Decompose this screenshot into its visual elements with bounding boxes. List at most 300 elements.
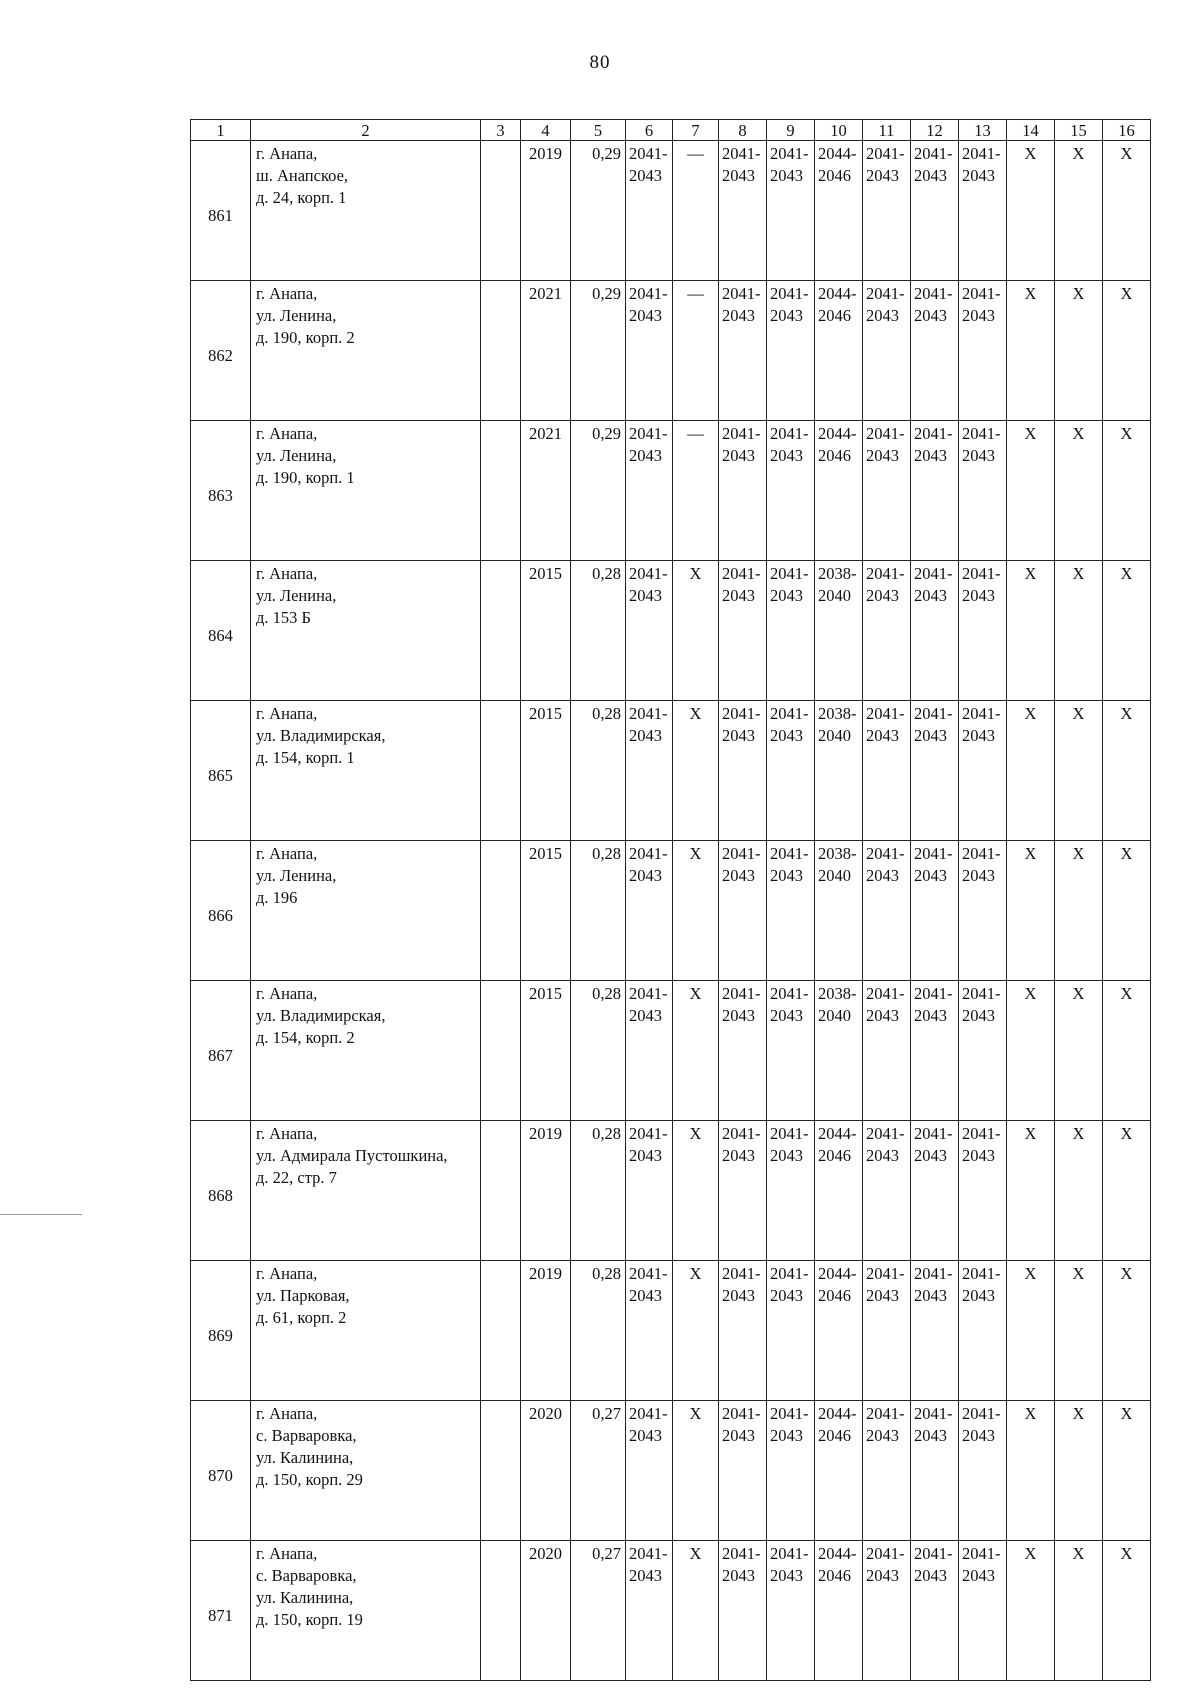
address-cell (251, 141, 481, 281)
period-line: 2041- (770, 984, 809, 1003)
address-line: с. Варваровка, (256, 1426, 357, 1445)
col-16-cell: X (1103, 1401, 1151, 1541)
address-line: ул. Ленина, (256, 306, 337, 325)
column-header-5: 5 (571, 120, 626, 141)
period-cell-c11 (863, 1541, 911, 1681)
col-15-cell: X (1055, 1401, 1103, 1541)
col-15-cell: X (1055, 981, 1103, 1121)
col-3-cell (481, 561, 521, 701)
period-line: 2043 (770, 866, 803, 885)
period-line: 2043 (770, 586, 803, 605)
period-line: 2046 (818, 306, 851, 325)
period-cell-c9 (767, 701, 815, 841)
period-line: 2043 (914, 1006, 947, 1025)
address-line: д. 154, корп. 1 (256, 748, 355, 767)
period-line: 2041- (722, 1264, 761, 1283)
address-line: с. Варваровка, (256, 1566, 357, 1585)
col-14-cell: X (1007, 1121, 1055, 1261)
period-cell-c11 (863, 1401, 911, 1541)
period-line: 2041- (866, 144, 905, 163)
period-line: 2040 (818, 726, 851, 745)
period-cell-c8 (719, 1261, 767, 1401)
period-line: 2043 (629, 1146, 662, 1165)
period-cell-c9 (767, 1121, 815, 1261)
address-line: д. 196 (256, 888, 298, 907)
period-cell-c12 (911, 421, 959, 561)
period-cell-c6 (626, 421, 673, 561)
column-header-8: 8 (719, 120, 767, 141)
period-line: 2041- (770, 144, 809, 163)
col-14-cell: X (1007, 701, 1055, 841)
address-line: г. Анапа, (256, 284, 318, 303)
period-line: 2041- (629, 424, 668, 443)
address-cell (251, 1261, 481, 1401)
value-cell: 0,27 (571, 1401, 626, 1541)
period-cell-c13 (959, 1541, 1007, 1681)
col-7-cell: — (673, 281, 719, 421)
period-cell-c8 (719, 141, 767, 281)
column-header-7: 7 (673, 120, 719, 141)
period-line: 2043 (962, 1566, 995, 1585)
period-cell-c12 (911, 981, 959, 1121)
address-line: д. 22, стр. 7 (256, 1168, 337, 1187)
col-3-cell (481, 1541, 521, 1681)
row-number: 866 (191, 841, 251, 981)
period-line: 2041- (962, 704, 1001, 723)
period-line: 2043 (722, 1566, 755, 1585)
address-cell (251, 561, 481, 701)
period-line: 2043 (629, 446, 662, 465)
period-cell-c9 (767, 841, 815, 981)
address-line: ул. Ленина, (256, 446, 337, 465)
col-7-cell: — (673, 421, 719, 561)
year-cell: 2021 (521, 281, 571, 421)
page-number: 80 (589, 52, 611, 73)
period-line: 2043 (722, 1286, 755, 1305)
col-14-cell: X (1007, 561, 1055, 701)
column-header-2: 2 (251, 120, 481, 141)
period-line: 2041- (770, 1404, 809, 1423)
period-line: 2041- (629, 1124, 668, 1143)
col-3-cell (481, 141, 521, 281)
period-line: 2046 (818, 1566, 851, 1585)
period-cell-c6 (626, 561, 673, 701)
period-line: 2041- (962, 564, 1001, 583)
period-line: 2044- (818, 1124, 857, 1143)
col-3-cell (481, 701, 521, 841)
period-line: 2041- (722, 1404, 761, 1423)
year-cell: 2015 (521, 841, 571, 981)
period-cell-c13 (959, 281, 1007, 421)
period-line: 2041- (722, 844, 761, 863)
table-row (191, 981, 1151, 1121)
period-line: 2041- (722, 144, 761, 163)
period-line: 2041- (866, 564, 905, 583)
address-line: г. Анапа, (256, 1404, 318, 1423)
header-row (191, 120, 1151, 141)
address-cell (251, 981, 481, 1121)
period-line: 2043 (629, 306, 662, 325)
period-cell-c9 (767, 1541, 815, 1681)
column-header-14: 14 (1007, 120, 1055, 141)
column-header-13: 13 (959, 120, 1007, 141)
period-line: 2038- (818, 984, 857, 1003)
period-line: 2041- (866, 984, 905, 1003)
address-line: г. Анапа, (256, 1544, 318, 1563)
year-cell: 2015 (521, 701, 571, 841)
table-row (191, 1261, 1151, 1401)
period-line: 2043 (866, 586, 899, 605)
period-cell-c10 (815, 841, 863, 981)
col-7-cell: X (673, 1401, 719, 1541)
period-line: 2041- (914, 284, 953, 303)
value-cell: 0,28 (571, 1261, 626, 1401)
col-7-cell: X (673, 1541, 719, 1681)
period-line: 2041- (770, 424, 809, 443)
period-line: 2043 (770, 726, 803, 745)
col-15-cell: X (1055, 1541, 1103, 1681)
period-cell-c13 (959, 1401, 1007, 1541)
column-header-3: 3 (481, 120, 521, 141)
period-cell-c12 (911, 1401, 959, 1541)
period-line: 2040 (818, 586, 851, 605)
col-14-cell: X (1007, 421, 1055, 561)
address-cell (251, 281, 481, 421)
col-14-cell: X (1007, 841, 1055, 981)
period-line: 2041- (914, 1124, 953, 1143)
table-row (191, 141, 1151, 281)
period-line: 2044- (818, 424, 857, 443)
col-7-cell: X (673, 841, 719, 981)
period-line: 2041- (866, 424, 905, 443)
period-line: 2043 (770, 1286, 803, 1305)
period-cell-c6 (626, 281, 673, 421)
value-cell: 0,29 (571, 141, 626, 281)
period-cell-c11 (863, 1261, 911, 1401)
period-line: 2043 (629, 1426, 662, 1445)
table-row (191, 1541, 1151, 1681)
col-15-cell: X (1055, 701, 1103, 841)
period-cell-c8 (719, 1121, 767, 1261)
period-line: 2043 (866, 446, 899, 465)
period-line: 2043 (629, 166, 662, 185)
period-line: 2041- (914, 844, 953, 863)
col-16-cell: X (1103, 421, 1151, 561)
col-16-cell: X (1103, 981, 1151, 1121)
period-line: 2041- (629, 844, 668, 863)
period-line: 2043 (629, 1566, 662, 1585)
col-7-cell: X (673, 981, 719, 1121)
period-line: 2043 (866, 1146, 899, 1165)
col-14-cell: X (1007, 1261, 1055, 1401)
period-cell-c9 (767, 561, 815, 701)
period-line: 2043 (962, 446, 995, 465)
period-line: 2043 (866, 306, 899, 325)
address-line: д. 150, корп. 19 (256, 1610, 363, 1629)
period-line: 2038- (818, 844, 857, 863)
period-cell-c11 (863, 841, 911, 981)
period-cell-c11 (863, 141, 911, 281)
address-line: д. 190, корп. 2 (256, 328, 355, 347)
table-row (191, 281, 1151, 421)
address-line: д. 24, корп. 1 (256, 188, 347, 207)
period-line: 2043 (914, 1426, 947, 1445)
period-line: 2043 (722, 306, 755, 325)
period-line: 2043 (914, 446, 947, 465)
period-cell-c6 (626, 701, 673, 841)
period-line: 2046 (818, 166, 851, 185)
period-line: 2043 (722, 1006, 755, 1025)
address-cell (251, 1401, 481, 1541)
col-16-cell: X (1103, 841, 1151, 981)
period-line: 2043 (722, 1146, 755, 1165)
year-cell: 2020 (521, 1541, 571, 1681)
period-line: 2041- (770, 844, 809, 863)
address-line: д. 150, корп. 29 (256, 1470, 363, 1489)
col-15-cell: X (1055, 561, 1103, 701)
table-row (191, 841, 1151, 981)
col-14-cell: X (1007, 1541, 1055, 1681)
address-line: ул. Владимирская, (256, 1006, 386, 1025)
period-cell-c9 (767, 981, 815, 1121)
period-line: 2040 (818, 1006, 851, 1025)
table-row (191, 701, 1151, 841)
period-cell-c8 (719, 561, 767, 701)
address-line: ул. Владимирская, (256, 726, 386, 745)
period-line: 2043 (770, 446, 803, 465)
address-line: ул. Ленина, (256, 866, 337, 885)
period-line: 2043 (866, 1286, 899, 1305)
col-3-cell (481, 421, 521, 561)
address-line: ш. Анапское, (256, 166, 349, 185)
row-number: 871 (191, 1541, 251, 1681)
col-16-cell: X (1103, 701, 1151, 841)
period-line: 2041- (722, 984, 761, 1003)
period-line: 2041- (722, 284, 761, 303)
column-header-12: 12 (911, 120, 959, 141)
period-line: 2043 (722, 166, 755, 185)
period-line: 2041- (866, 844, 905, 863)
period-cell-c6 (626, 981, 673, 1121)
column-header-11: 11 (863, 120, 911, 141)
col-3-cell (481, 1121, 521, 1261)
period-line: 2043 (914, 1286, 947, 1305)
table-row (191, 1121, 1151, 1261)
period-cell-c12 (911, 141, 959, 281)
value-cell: 0,27 (571, 1541, 626, 1681)
period-line: 2043 (914, 1146, 947, 1165)
period-line: 2041- (914, 144, 953, 163)
period-cell-c13 (959, 141, 1007, 281)
period-cell-c12 (911, 1541, 959, 1681)
address-line: г. Анапа, (256, 424, 318, 443)
column-header-15: 15 (1055, 120, 1103, 141)
col-3-cell (481, 1261, 521, 1401)
period-cell-c8 (719, 701, 767, 841)
value-cell: 0,29 (571, 421, 626, 561)
period-line: 2043 (962, 866, 995, 885)
period-cell-c11 (863, 421, 911, 561)
period-line: 2041- (722, 704, 761, 723)
address-cell (251, 421, 481, 561)
address-line: ул. Адмирала Пустошкина, (256, 1146, 448, 1165)
period-cell-c12 (911, 1261, 959, 1401)
address-cell (251, 1121, 481, 1261)
year-cell: 2019 (521, 141, 571, 281)
row-number: 862 (191, 281, 251, 421)
period-cell-c9 (767, 421, 815, 561)
period-line: 2041- (914, 424, 953, 443)
col-3-cell (481, 841, 521, 981)
period-cell-c8 (719, 421, 767, 561)
period-line: 2041- (722, 424, 761, 443)
period-line: 2041- (629, 704, 668, 723)
period-cell-c6 (626, 1261, 673, 1401)
address-cell (251, 841, 481, 981)
col-16-cell: X (1103, 561, 1151, 701)
year-cell: 2015 (521, 981, 571, 1121)
col-7-cell: X (673, 1121, 719, 1261)
period-line: 2041- (866, 284, 905, 303)
period-cell-c10 (815, 421, 863, 561)
period-line: 2040 (818, 866, 851, 885)
period-line: 2043 (722, 446, 755, 465)
col-14-cell: X (1007, 281, 1055, 421)
period-line: 2043 (722, 586, 755, 605)
col-7-cell: X (673, 701, 719, 841)
value-cell: 0,28 (571, 561, 626, 701)
period-cell-c13 (959, 841, 1007, 981)
period-cell-c11 (863, 981, 911, 1121)
period-line: 2041- (914, 564, 953, 583)
period-cell-c13 (959, 981, 1007, 1121)
period-line: 2041- (629, 1264, 668, 1283)
year-cell: 2020 (521, 1401, 571, 1541)
period-line: 2041- (722, 1124, 761, 1143)
period-cell-c8 (719, 841, 767, 981)
period-line: 2041- (914, 704, 953, 723)
period-line: 2043 (629, 586, 662, 605)
col-16-cell: X (1103, 1261, 1151, 1401)
period-cell-c13 (959, 1261, 1007, 1401)
row-number: 869 (191, 1261, 251, 1401)
period-cell-c13 (959, 701, 1007, 841)
period-cell-c8 (719, 281, 767, 421)
period-line: 2038- (818, 564, 857, 583)
col-14-cell: X (1007, 1401, 1055, 1541)
period-cell-c12 (911, 701, 959, 841)
period-line: 2043 (962, 306, 995, 325)
period-cell-c13 (959, 561, 1007, 701)
period-line: 2043 (722, 726, 755, 745)
value-cell: 0,28 (571, 981, 626, 1121)
period-line: 2043 (962, 1006, 995, 1025)
period-line: 2043 (914, 166, 947, 185)
period-cell-c13 (959, 421, 1007, 561)
period-line: 2041- (866, 1124, 905, 1143)
row-number: 865 (191, 701, 251, 841)
period-cell-c10 (815, 1121, 863, 1261)
period-line: 2043 (722, 1426, 755, 1445)
period-cell-c10 (815, 141, 863, 281)
address-line: д. 153 Б (256, 608, 311, 627)
period-line: 2041- (962, 844, 1001, 863)
year-cell: 2019 (521, 1121, 571, 1261)
period-line: 2041- (914, 1404, 953, 1423)
period-line: 2043 (866, 166, 899, 185)
period-line: 2043 (962, 726, 995, 745)
address-cell (251, 1541, 481, 1681)
period-cell-c9 (767, 1401, 815, 1541)
table-row (191, 1401, 1151, 1541)
period-cell-c6 (626, 1541, 673, 1681)
period-line: 2043 (962, 1146, 995, 1165)
period-line: 2044- (818, 1404, 857, 1423)
period-line: 2041- (962, 424, 1001, 443)
col-7-cell: — (673, 141, 719, 281)
period-line: 2044- (818, 284, 857, 303)
address-line: д. 61, корп. 2 (256, 1308, 347, 1327)
period-line: 2041- (722, 564, 761, 583)
period-cell-c12 (911, 841, 959, 981)
address-line: ул. Ленина, (256, 586, 337, 605)
period-cell-c11 (863, 1121, 911, 1261)
period-line: 2041- (866, 704, 905, 723)
address-line: г. Анапа, (256, 144, 318, 163)
table-row (191, 421, 1151, 561)
period-line: 2043 (914, 866, 947, 885)
address-line: ул. Калинина, (256, 1448, 354, 1467)
period-line: 2043 (629, 1006, 662, 1025)
period-line: 2043 (770, 306, 803, 325)
period-cell-c9 (767, 1261, 815, 1401)
period-line: 2041- (629, 1544, 668, 1563)
period-cell-c10 (815, 281, 863, 421)
period-line: 2038- (818, 704, 857, 723)
period-line: 2041- (962, 1404, 1001, 1423)
period-line: 2041- (629, 564, 668, 583)
period-line: 2044- (818, 1264, 857, 1283)
value-cell: 0,29 (571, 281, 626, 421)
row-number: 870 (191, 1401, 251, 1541)
period-cell-c8 (719, 1541, 767, 1681)
col-15-cell: X (1055, 1261, 1103, 1401)
period-line: 2043 (866, 866, 899, 885)
period-line: 2041- (914, 1264, 953, 1283)
period-line: 2041- (962, 1124, 1001, 1143)
col-7-cell: X (673, 561, 719, 701)
column-header-16: 16 (1103, 120, 1151, 141)
period-line: 2043 (866, 1006, 899, 1025)
col-3-cell (481, 981, 521, 1121)
period-line: 2044- (818, 1544, 857, 1563)
col-16-cell: X (1103, 281, 1151, 421)
period-cell-c9 (767, 281, 815, 421)
period-line: 2043 (770, 166, 803, 185)
value-cell: 0,28 (571, 701, 626, 841)
period-line: 2041- (914, 1544, 953, 1563)
period-line: 2043 (866, 1426, 899, 1445)
period-cell-c12 (911, 1121, 959, 1261)
period-cell-c12 (911, 281, 959, 421)
period-line: 2043 (914, 1566, 947, 1585)
period-line: 2043 (962, 586, 995, 605)
period-line: 2043 (770, 1006, 803, 1025)
period-line: 2043 (770, 1146, 803, 1165)
address-line: д. 154, корп. 2 (256, 1028, 355, 1047)
period-line: 2041- (962, 1544, 1001, 1563)
period-line: 2041- (962, 284, 1001, 303)
